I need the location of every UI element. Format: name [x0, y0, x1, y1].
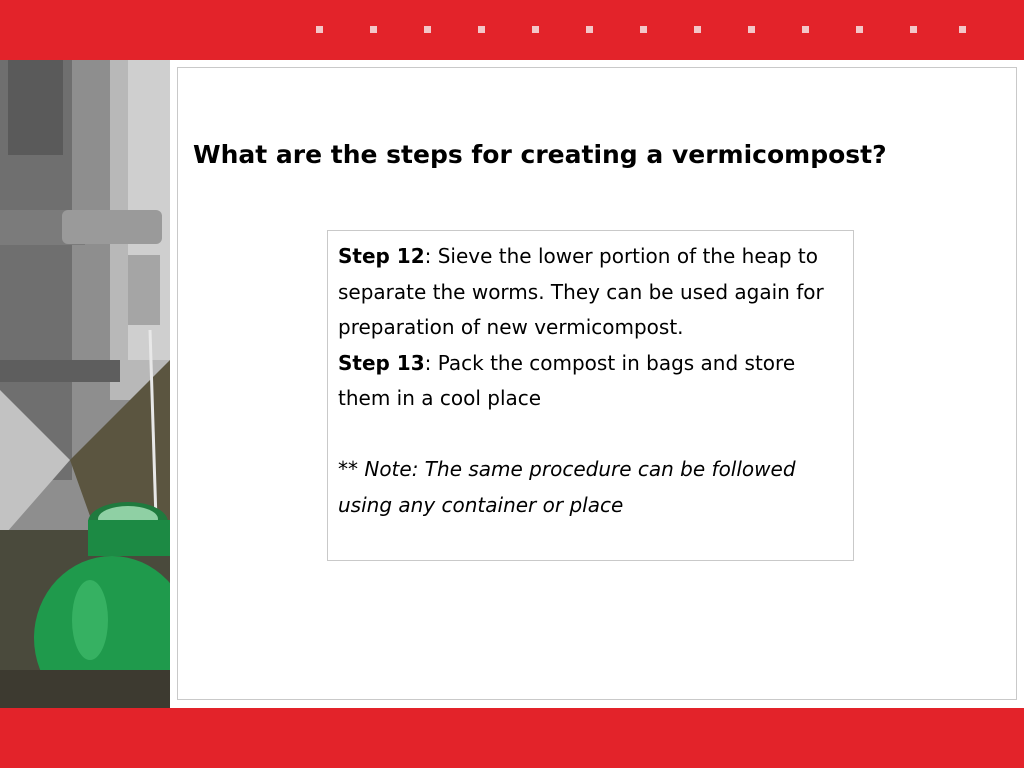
step-label: Step 13	[338, 350, 425, 375]
dot	[586, 26, 593, 33]
dot	[532, 26, 539, 33]
dot	[748, 26, 755, 33]
step-13-paragraph	[338, 346, 843, 417]
dot	[910, 26, 917, 33]
paragraph-gap	[338, 417, 843, 453]
decorative-dots	[316, 26, 996, 34]
steps-text-box	[327, 230, 854, 561]
step-label: Step 12	[338, 244, 425, 268]
dot	[856, 26, 863, 33]
dot	[370, 26, 377, 33]
water-pump-photo	[0, 60, 170, 708]
dot	[316, 26, 323, 33]
dot	[478, 26, 485, 33]
bottom-banner	[0, 708, 1024, 768]
note-paragraph	[338, 452, 843, 523]
note-prefix: **	[338, 457, 365, 481]
dot	[959, 26, 966, 33]
step-text: : Pack the compost in bags and store them in a cool place	[338, 350, 796, 410]
dot	[694, 26, 701, 33]
dot	[424, 26, 431, 33]
dot	[640, 26, 647, 33]
step-12-paragraph	[338, 239, 843, 346]
slide-title: What are the steps for creating a vermicompost?	[193, 140, 887, 169]
note-text: Note: The same procedure can be followed using any container or place	[338, 457, 796, 517]
step-text: : Sieve the lower portion of the heap to separate the worms. They can be used again for preparation of new vermicompost.	[338, 244, 824, 339]
dot	[802, 26, 809, 33]
top-banner	[0, 0, 1024, 60]
